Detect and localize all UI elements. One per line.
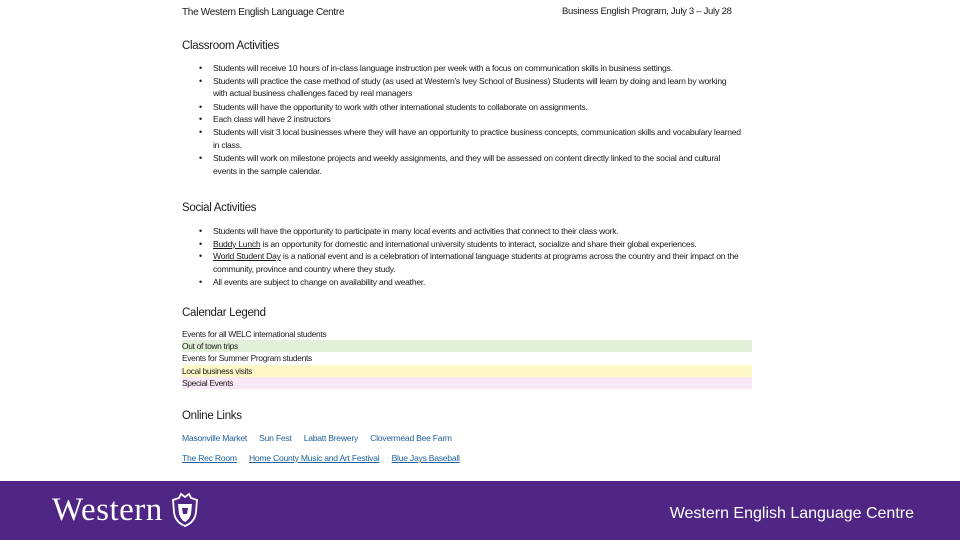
legend-section-title: Calendar Legend <box>182 307 266 319</box>
link-home-county-festival[interactable]: Home County Music and Art Festival <box>248 453 380 463</box>
footer-centre-name: Western English Language Centre <box>669 505 914 522</box>
social-list <box>182 225 742 289</box>
legend-summer-program: Events for Summer Program students <box>182 352 752 364</box>
western-logo <box>52 492 201 528</box>
buddy-lunch-link[interactable]: Buddy Lunch <box>213 238 261 249</box>
org-title: The Western English Language Centre <box>182 7 345 18</box>
link-clovermead-bee-farm[interactable]: Clovermead Bee Farm <box>370 433 452 443</box>
classroom-section-title: Classroom Activities <box>182 40 279 52</box>
world-student-day-text: is a national event and is a celebration of international language students at programs across the country and their impact on the community, province and country where they study. <box>213 251 739 274</box>
list-item: • All events are subject to change on availability and weather. <box>182 276 742 289</box>
buddy-lunch-text: is an opportunity for domestic and international university students to interact, socialize and share their global experiences. <box>260 238 697 249</box>
link-labatt-brewery[interactable]: Labatt Brewery <box>303 433 358 443</box>
link-masonville-market[interactable]: Masonville Market <box>182 433 247 443</box>
list-item: • Students will have the opportunity to work with other international students to collaborate on assignments. <box>182 101 742 114</box>
list-item <box>182 238 742 251</box>
calendar-legend <box>182 328 752 389</box>
footer-bar <box>0 481 960 540</box>
link-rec-room[interactable]: The Rec Room <box>182 453 237 463</box>
crest-icon <box>169 492 201 528</box>
world-student-day-link[interactable]: World Student Day <box>213 251 281 262</box>
list-item: • Each class will have 2 instructors <box>182 113 742 126</box>
legend-business-visits: Local business visits <box>182 365 752 377</box>
list-item: • Students will have the opportunity to participate in many local events and activities that connect to their class work. <box>182 225 742 238</box>
legend-all-students: Events for all WELC international students <box>182 328 752 340</box>
list-item <box>182 250 742 275</box>
list-item: • Students will practice the case method of study (as used at Western's Ivey School of Business) Students will learn by doing and learn by working with actual business challenges faced by real managers <box>182 75 742 100</box>
logo-wordmark: Western <box>52 491 163 528</box>
online-links-row-1 <box>182 433 462 443</box>
list-item: • Students will visit 3 local businesses where they will have an opportunity to practice business concepts, communication skills and vocabulary learned in class. <box>182 126 742 151</box>
online-links-title: Online Links <box>182 410 242 422</box>
legend-out-of-town: Out of town trips <box>182 340 752 352</box>
link-blue-jays-baseball[interactable]: Blue Jays Baseball <box>391 453 460 463</box>
legend-special-events: Special Events <box>182 377 752 389</box>
list-item: • Students will work on milestone projects and weekly assignments, and they will be assessed on content directly linked to the social and cultural events in the sample calendar. <box>182 152 742 177</box>
document-page <box>182 0 762 480</box>
list-item: • Students will receive 10 hours of in-class language instruction per week with a focus on communication skills in business settings. <box>182 62 742 75</box>
online-links-row-2 <box>182 453 470 463</box>
link-sun-fest[interactable]: Sun Fest <box>259 433 292 443</box>
program-title: Business English Program, July 3 – July 28 <box>562 6 732 17</box>
social-section-title: Social Activities <box>182 202 257 214</box>
classroom-list <box>182 62 742 177</box>
